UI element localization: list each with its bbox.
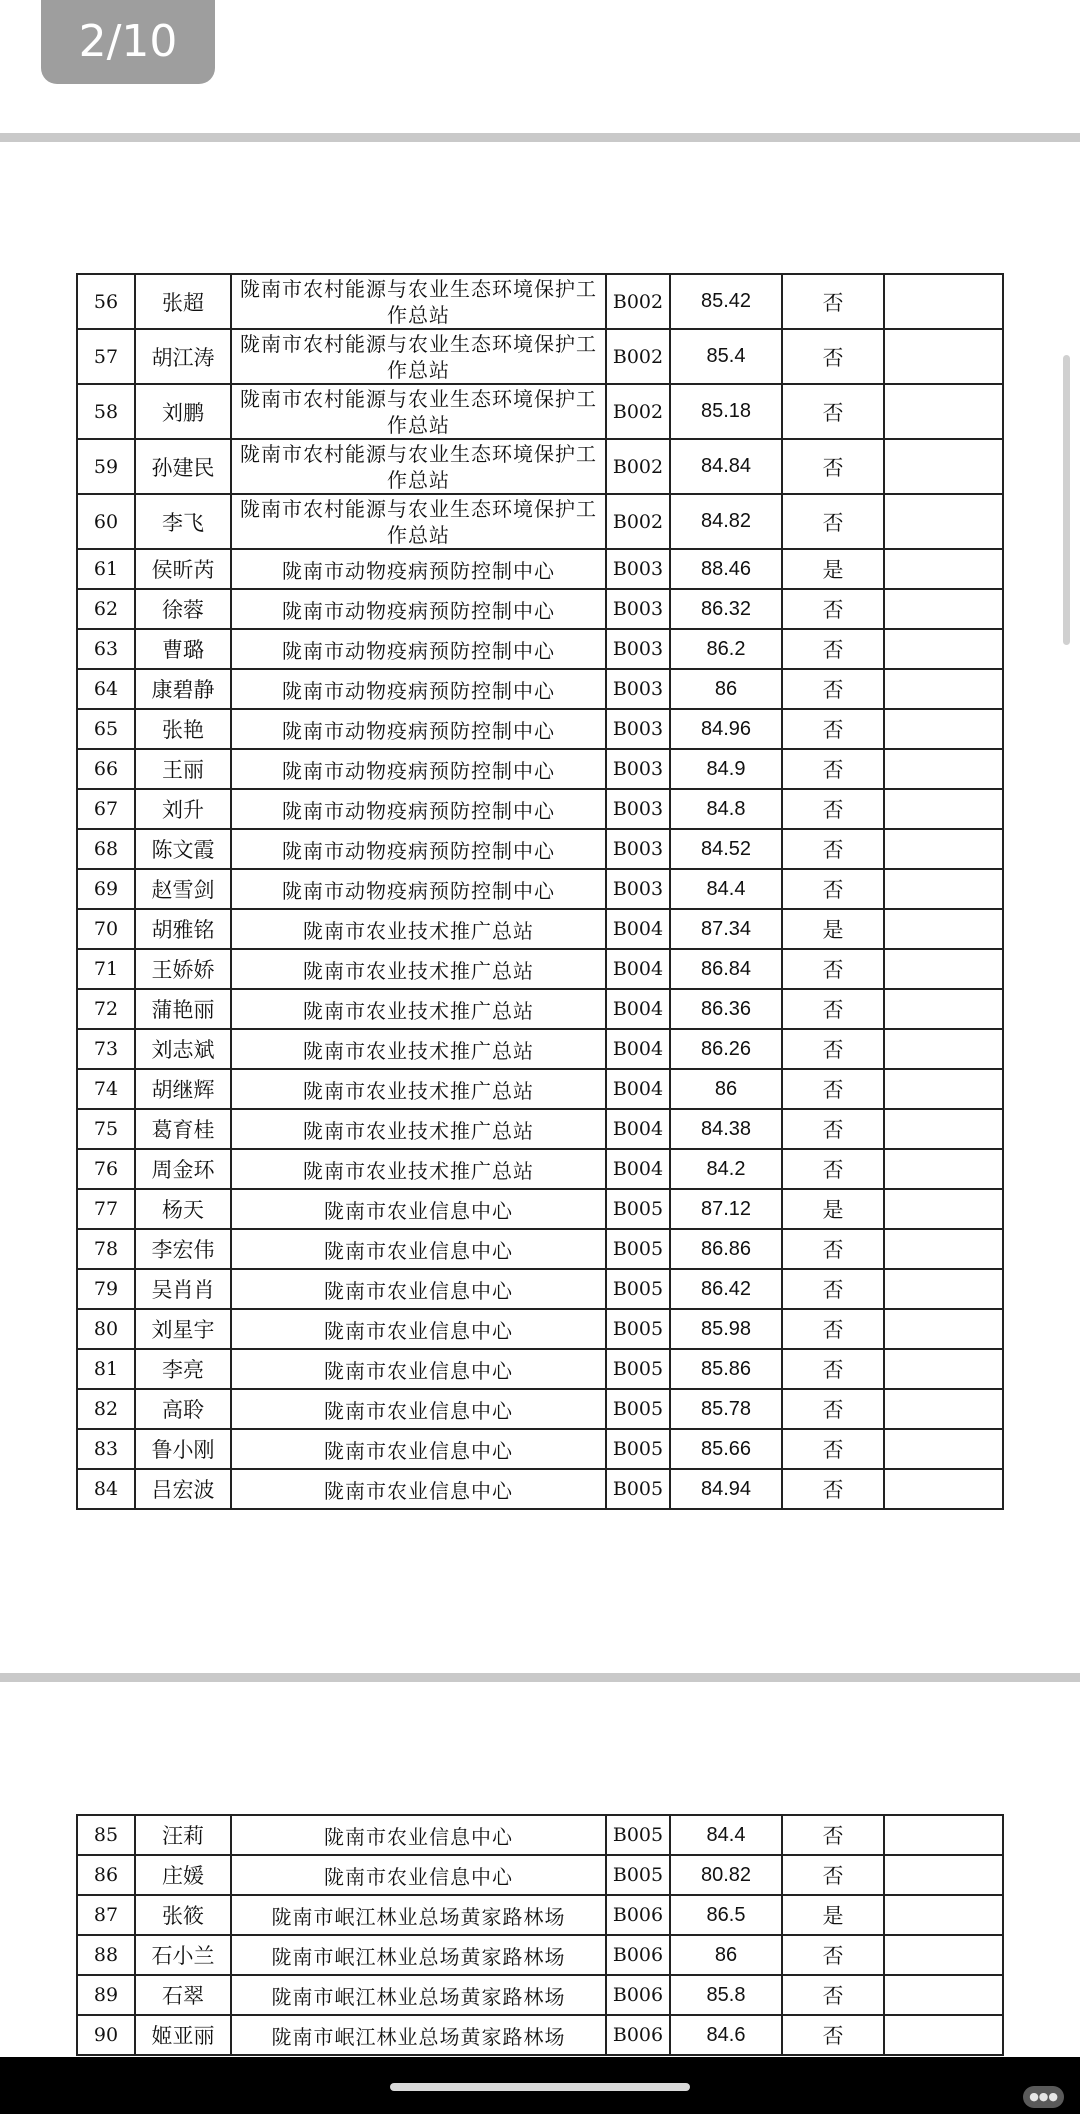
shortlist-flag: 否: [782, 1069, 884, 1109]
position-code: B005: [606, 1855, 670, 1895]
remarks: [884, 789, 1003, 829]
total-score: 84.96: [670, 709, 782, 749]
shortlist-flag: 否: [782, 329, 884, 384]
remarks: [884, 1895, 1003, 1935]
table-row: [77, 789, 1003, 829]
row-number: 74: [77, 1069, 135, 1109]
table-row: [77, 1149, 1003, 1189]
remarks: [884, 869, 1003, 909]
person-name: 汪莉: [135, 1815, 231, 1855]
position-code: B002: [606, 274, 670, 329]
person-name: 张超: [135, 274, 231, 329]
organization: 陇南市农业技术推广总站: [231, 909, 606, 949]
shortlist-flag: 否: [782, 1349, 884, 1389]
organization: 陇南市岷江林业总场黄家路林场: [231, 1895, 606, 1935]
person-name: 石翠: [135, 1975, 231, 2015]
organization: 陇南市农业信息中心: [231, 1269, 606, 1309]
organization: 陇南市农村能源与农业生态环境保护工作总站: [231, 494, 606, 549]
organization: 陇南市动物疫病预防控制中心: [231, 869, 606, 909]
table-row: [77, 829, 1003, 869]
shortlist-flag: 否: [782, 1309, 884, 1349]
position-code: B004: [606, 1109, 670, 1149]
shortlist-flag: 否: [782, 1975, 884, 2015]
remarks: [884, 1975, 1003, 2015]
remarks: [884, 949, 1003, 989]
table-row: [77, 629, 1003, 669]
table-row: [77, 1229, 1003, 1269]
organization: 陇南市动物疫病预防控制中心: [231, 629, 606, 669]
row-number: 76: [77, 1149, 135, 1189]
shortlist-flag: 是: [782, 1189, 884, 1229]
row-number: 75: [77, 1109, 135, 1149]
organization: 陇南市动物疫病预防控制中心: [231, 749, 606, 789]
organization: 陇南市动物疫病预防控制中心: [231, 669, 606, 709]
total-score: 84.82: [670, 494, 782, 549]
table-row: [77, 549, 1003, 589]
remarks: [884, 1309, 1003, 1349]
person-name: 吕宏波: [135, 1469, 231, 1509]
row-number: 78: [77, 1229, 135, 1269]
organization: 陇南市农业技术推广总站: [231, 949, 606, 989]
remarks: [884, 629, 1003, 669]
position-code: B005: [606, 1349, 670, 1389]
remarks: [884, 494, 1003, 549]
total-score: 86.86: [670, 1229, 782, 1269]
table-row: [77, 749, 1003, 789]
table-row: [77, 1189, 1003, 1229]
shortlist-flag: 否: [782, 829, 884, 869]
person-name: 李宏伟: [135, 1229, 231, 1269]
person-name: 蒲艳丽: [135, 989, 231, 1029]
table-row: [77, 1309, 1003, 1349]
row-number: 85: [77, 1815, 135, 1855]
row-number: 57: [77, 329, 135, 384]
row-number: 64: [77, 669, 135, 709]
table-row: [77, 949, 1003, 989]
remarks: [884, 1429, 1003, 1469]
remarks: [884, 1069, 1003, 1109]
total-score: 84.6: [670, 2015, 782, 2055]
shortlist-flag: 否: [782, 1109, 884, 1149]
position-code: B003: [606, 789, 670, 829]
organization: 陇南市农业技术推广总站: [231, 989, 606, 1029]
total-score: 86.26: [670, 1029, 782, 1069]
row-number: 79: [77, 1269, 135, 1309]
table-row: [77, 439, 1003, 494]
remarks: [884, 829, 1003, 869]
shortlist-flag: 否: [782, 709, 884, 749]
table-body: [77, 1815, 1003, 2055]
table-row: [77, 909, 1003, 949]
page-divider: [0, 133, 1080, 142]
remarks: [884, 709, 1003, 749]
organization: 陇南市岷江林业总场黄家路林场: [231, 2015, 606, 2055]
total-score: 84.38: [670, 1109, 782, 1149]
shortlist-flag: 否: [782, 1855, 884, 1895]
shortlist-flag: 否: [782, 1149, 884, 1189]
organization: 陇南市农业信息中心: [231, 1855, 606, 1895]
organization: 陇南市农业信息中心: [231, 1469, 606, 1509]
row-number: 84: [77, 1469, 135, 1509]
table-row: [77, 589, 1003, 629]
organization: 陇南市动物疫病预防控制中心: [231, 549, 606, 589]
table-row: [77, 1389, 1003, 1429]
remarks: [884, 1469, 1003, 1509]
row-number: 68: [77, 829, 135, 869]
row-number: 82: [77, 1389, 135, 1429]
organization: 陇南市农业信息中心: [231, 1815, 606, 1855]
position-code: B003: [606, 629, 670, 669]
total-score: 84.2: [670, 1149, 782, 1189]
shortlist-flag: 否: [782, 1469, 884, 1509]
remarks: [884, 1189, 1003, 1229]
organization: 陇南市农业技术推广总站: [231, 1149, 606, 1189]
total-score: 85.8: [670, 1975, 782, 2015]
remarks: [884, 1029, 1003, 1069]
person-name: 高聆: [135, 1389, 231, 1429]
person-name: 胡江涛: [135, 329, 231, 384]
position-code: B004: [606, 1069, 670, 1109]
shortlist-flag: 否: [782, 949, 884, 989]
table-row: [77, 1469, 1003, 1509]
row-number: 60: [77, 494, 135, 549]
position-code: B005: [606, 1469, 670, 1509]
total-score: 85.86: [670, 1349, 782, 1389]
table-row: [77, 1935, 1003, 1975]
table-row: [77, 989, 1003, 1029]
total-score: 86.32: [670, 589, 782, 629]
total-score: 84.94: [670, 1469, 782, 1509]
results-table-page-2: [76, 273, 1004, 1510]
organization: 陇南市农业信息中心: [231, 1309, 606, 1349]
position-code: B004: [606, 989, 670, 1029]
row-number: 87: [77, 1895, 135, 1935]
shortlist-flag: 否: [782, 1389, 884, 1429]
total-score: 86: [670, 1069, 782, 1109]
row-number: 81: [77, 1349, 135, 1389]
table-row: [77, 1429, 1003, 1469]
total-score: 84.9: [670, 749, 782, 789]
total-score: 84.84: [670, 439, 782, 494]
table-body: [77, 274, 1003, 1509]
total-score: 80.82: [670, 1855, 782, 1895]
position-code: B003: [606, 829, 670, 869]
position-code: B002: [606, 329, 670, 384]
organization: 陇南市农业技术推广总站: [231, 1029, 606, 1069]
page-divider: [0, 1673, 1080, 1682]
organization: 陇南市农业技术推广总站: [231, 1109, 606, 1149]
organization: 陇南市岷江林业总场黄家路林场: [231, 1975, 606, 2015]
row-number: 67: [77, 789, 135, 829]
table-row: [77, 384, 1003, 439]
row-number: 86: [77, 1855, 135, 1895]
person-name: 王娇娇: [135, 949, 231, 989]
person-name: 庄媛: [135, 1855, 231, 1895]
position-code: B003: [606, 589, 670, 629]
position-code: B002: [606, 384, 670, 439]
position-code: B005: [606, 1229, 670, 1269]
remarks: [884, 1855, 1003, 1895]
row-number: 83: [77, 1429, 135, 1469]
row-number: 71: [77, 949, 135, 989]
person-name: 杨天: [135, 1189, 231, 1229]
shortlist-flag: 否: [782, 274, 884, 329]
shortlist-flag: 否: [782, 1935, 884, 1975]
remarks: [884, 749, 1003, 789]
shortlist-flag: 否: [782, 989, 884, 1029]
remarks: [884, 549, 1003, 589]
person-name: 鲁小刚: [135, 1429, 231, 1469]
person-name: 孙建民: [135, 439, 231, 494]
row-number: 56: [77, 274, 135, 329]
row-number: 73: [77, 1029, 135, 1069]
organization: 陇南市农业信息中心: [231, 1349, 606, 1389]
organization: 陇南市动物疫病预防控制中心: [231, 789, 606, 829]
person-name: 周金环: [135, 1149, 231, 1189]
person-name: 姬亚丽: [135, 2015, 231, 2055]
organization: 陇南市动物疫病预防控制中心: [231, 709, 606, 749]
person-name: 葛育桂: [135, 1109, 231, 1149]
total-score: 84.4: [670, 1815, 782, 1855]
total-score: 88.46: [670, 549, 782, 589]
remarks: [884, 2015, 1003, 2055]
person-name: 张艳: [135, 709, 231, 749]
person-name: 刘星宇: [135, 1309, 231, 1349]
table-row: [77, 1029, 1003, 1069]
remarks: [884, 1269, 1003, 1309]
table-row: [77, 494, 1003, 549]
total-score: 86: [670, 669, 782, 709]
position-code: B005: [606, 1389, 670, 1429]
remarks: [884, 384, 1003, 439]
table-row: [77, 869, 1003, 909]
organization: 陇南市农村能源与农业生态环境保护工作总站: [231, 329, 606, 384]
position-code: B003: [606, 709, 670, 749]
total-score: 86.2: [670, 629, 782, 669]
remarks: [884, 1109, 1003, 1149]
total-score: 85.18: [670, 384, 782, 439]
shortlist-flag: 是: [782, 909, 884, 949]
table-row: [77, 1815, 1003, 1855]
position-code: B006: [606, 1935, 670, 1975]
table-row: [77, 669, 1003, 709]
table-row: [77, 1269, 1003, 1309]
position-code: B005: [606, 1189, 670, 1229]
organization: 陇南市农业信息中心: [231, 1229, 606, 1269]
shortlist-flag: 否: [782, 384, 884, 439]
remarks: [884, 274, 1003, 329]
person-name: 曹璐: [135, 629, 231, 669]
shortlist-flag: 是: [782, 1895, 884, 1935]
total-score: 87.34: [670, 909, 782, 949]
position-code: B004: [606, 949, 670, 989]
watermark-logo: ●●●: [1023, 2086, 1064, 2108]
person-name: 陈文霞: [135, 829, 231, 869]
shortlist-flag: 否: [782, 494, 884, 549]
position-code: B006: [606, 1975, 670, 2015]
person-name: 石小兰: [135, 1935, 231, 1975]
row-number: 70: [77, 909, 135, 949]
shortlist-flag: 否: [782, 1815, 884, 1855]
table-row: [77, 1109, 1003, 1149]
row-number: 72: [77, 989, 135, 1029]
row-number: 61: [77, 549, 135, 589]
remarks: [884, 1149, 1003, 1189]
table-row: [77, 1895, 1003, 1935]
remarks: [884, 1815, 1003, 1855]
page-indicator: 2/10: [41, 0, 215, 84]
organization: 陇南市农村能源与农业生态环境保护工作总站: [231, 274, 606, 329]
person-name: 王丽: [135, 749, 231, 789]
position-code: B004: [606, 1029, 670, 1069]
position-code: B002: [606, 439, 670, 494]
table-row: [77, 1069, 1003, 1109]
total-score: 84.8: [670, 789, 782, 829]
remarks: [884, 909, 1003, 949]
organization: 陇南市农业技术推广总站: [231, 1069, 606, 1109]
position-code: B003: [606, 869, 670, 909]
total-score: 87.12: [670, 1189, 782, 1229]
organization: 陇南市农村能源与农业生态环境保护工作总站: [231, 384, 606, 439]
position-code: B004: [606, 1149, 670, 1189]
person-name: 刘志斌: [135, 1029, 231, 1069]
remarks: [884, 1229, 1003, 1269]
row-number: 69: [77, 869, 135, 909]
organization: 陇南市岷江林业总场黄家路林场: [231, 1935, 606, 1975]
total-score: 86: [670, 1935, 782, 1975]
position-code: B005: [606, 1309, 670, 1349]
position-code: B003: [606, 669, 670, 709]
total-score: 86.42: [670, 1269, 782, 1309]
position-code: B005: [606, 1269, 670, 1309]
total-score: 85.66: [670, 1429, 782, 1469]
shortlist-flag: 否: [782, 669, 884, 709]
shortlist-flag: 否: [782, 1229, 884, 1269]
shortlist-flag: 否: [782, 869, 884, 909]
shortlist-flag: 否: [782, 1429, 884, 1469]
total-score: 86.36: [670, 989, 782, 1029]
remarks: [884, 1389, 1003, 1429]
position-code: B006: [606, 2015, 670, 2055]
shortlist-flag: 否: [782, 629, 884, 669]
row-number: 58: [77, 384, 135, 439]
organization: 陇南市农业信息中心: [231, 1189, 606, 1229]
person-name: 康碧静: [135, 669, 231, 709]
row-number: 66: [77, 749, 135, 789]
total-score: 85.98: [670, 1309, 782, 1349]
table-row: [77, 1855, 1003, 1895]
remarks: [884, 1935, 1003, 1975]
row-number: 63: [77, 629, 135, 669]
person-name: 李飞: [135, 494, 231, 549]
table-row: [77, 329, 1003, 384]
position-code: B003: [606, 749, 670, 789]
position-code: B004: [606, 909, 670, 949]
total-score: 85.42: [670, 274, 782, 329]
table-row: [77, 1349, 1003, 1389]
person-name: 胡继辉: [135, 1069, 231, 1109]
shortlist-flag: 否: [782, 789, 884, 829]
row-number: 90: [77, 2015, 135, 2055]
shortlist-flag: 否: [782, 1269, 884, 1309]
home-indicator[interactable]: [390, 2083, 690, 2091]
shortlist-flag: 否: [782, 589, 884, 629]
person-name: 张筱: [135, 1895, 231, 1935]
table-row: [77, 2015, 1003, 2055]
table-row: [77, 1975, 1003, 2015]
row-number: 89: [77, 1975, 135, 2015]
remarks: [884, 439, 1003, 494]
total-score: 86.5: [670, 1895, 782, 1935]
position-code: B003: [606, 549, 670, 589]
position-code: B005: [606, 1815, 670, 1855]
organization: 陇南市农业信息中心: [231, 1429, 606, 1469]
person-name: 吴肖肖: [135, 1269, 231, 1309]
total-score: 84.52: [670, 829, 782, 869]
remarks: [884, 589, 1003, 629]
position-code: B002: [606, 494, 670, 549]
person-name: 李亮: [135, 1349, 231, 1389]
remarks: [884, 329, 1003, 384]
total-score: 85.78: [670, 1389, 782, 1429]
person-name: 刘升: [135, 789, 231, 829]
row-number: 59: [77, 439, 135, 494]
position-code: B006: [606, 1895, 670, 1935]
person-name: 刘鹏: [135, 384, 231, 439]
remarks: [884, 989, 1003, 1029]
total-score: 84.4: [670, 869, 782, 909]
organization: 陇南市农业信息中心: [231, 1389, 606, 1429]
results-table-page-3: [76, 1814, 1004, 2056]
remarks: [884, 1349, 1003, 1389]
row-number: 77: [77, 1189, 135, 1229]
row-number: 65: [77, 709, 135, 749]
row-number: 62: [77, 589, 135, 629]
person-name: 赵雪剑: [135, 869, 231, 909]
total-score: 86.84: [670, 949, 782, 989]
total-score: 85.4: [670, 329, 782, 384]
row-number: 88: [77, 1935, 135, 1975]
position-code: B005: [606, 1429, 670, 1469]
organization: 陇南市动物疫病预防控制中心: [231, 829, 606, 869]
shortlist-flag: 否: [782, 1029, 884, 1069]
shortlist-flag: 是: [782, 549, 884, 589]
table-row: [77, 274, 1003, 329]
person-name: 徐蓉: [135, 589, 231, 629]
remarks: [884, 669, 1003, 709]
shortlist-flag: 否: [782, 2015, 884, 2055]
organization: 陇南市动物疫病预防控制中心: [231, 589, 606, 629]
person-name: 胡雅铭: [135, 909, 231, 949]
shortlist-flag: 否: [782, 749, 884, 789]
row-number: 80: [77, 1309, 135, 1349]
person-name: 侯昕芮: [135, 549, 231, 589]
table-row: [77, 709, 1003, 749]
scrollbar[interactable]: [1063, 355, 1070, 645]
organization: 陇南市农村能源与农业生态环境保护工作总站: [231, 439, 606, 494]
shortlist-flag: 否: [782, 439, 884, 494]
